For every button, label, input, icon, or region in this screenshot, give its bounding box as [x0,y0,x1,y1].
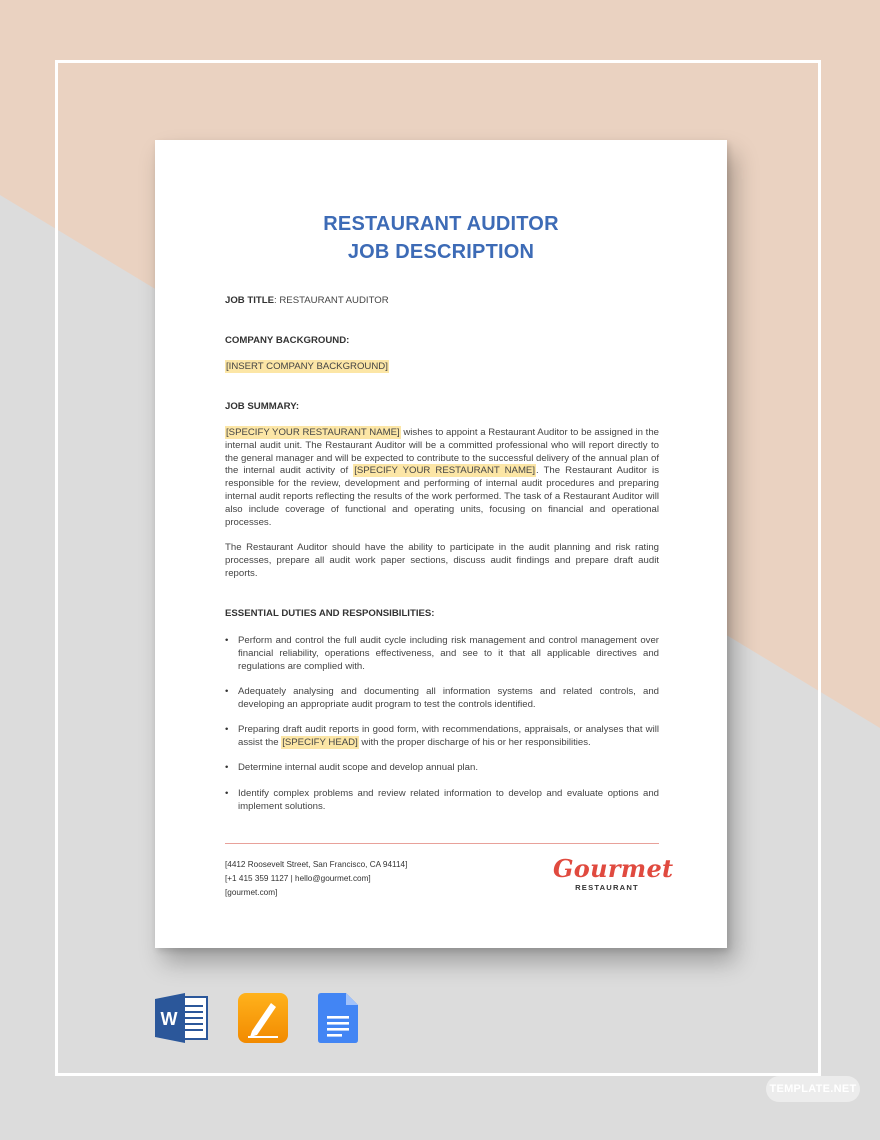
company-background-label: COMPANY BACKGROUND: [225,335,350,346]
job-summary-label: JOB SUMMARY: [225,401,300,412]
duties-heading [225,608,659,621]
footer-divider [225,843,659,844]
duty-item: • Adequately analysing and documenting all information systems and related controls, and developing an appropriate audit program to test the controls identified. [225,686,659,712]
pages-icon[interactable] [238,993,288,1048]
gourmet-logo [553,854,674,892]
duties-list [225,635,659,826]
footer-website: [gourmet.com] [225,888,278,897]
duty3-text-1: Preparing draft audit reports in good form, with recommendations, appraisals, or analyses that will assist the [238,724,659,748]
job-summary-body [225,427,659,580]
job-title-line [225,295,659,308]
restaurant-name-placeholder: [SPECIFY YOUR RESTAURANT NAME] [226,427,400,438]
document-page [155,140,727,948]
summary-paragraph-2: The Restaurant Auditor should have the ability to participate in the audit planning and risk rating processes, prepare all audit work paper sections, discuss audit findings and prepare draft audit reports. [225,541,659,579]
job-summary-heading [225,401,659,414]
summary-text-2: . The Restaurant Auditor is responsible for the review, development and performing of internal audit procedures and preparing internal audit reports reflecting the results of the work performed. The task of a Restaurant Auditor will also include coverage of functional and operating units, focusing on financial and operational processes. [225,465,659,528]
title-line-2: JOB DESCRIPTION [347,241,535,263]
logo-main-text: Gourmet [553,854,674,883]
footer-address: [4412 Roosevelt Street, San Francisco, CA 94114] [225,860,408,869]
template-net-watermark: TEMPLATE.NET [766,1076,860,1102]
company-background-field [225,361,659,374]
duty3-text-2: with the proper discharge of his or her responsibilities. [358,736,591,748]
document-title [155,210,727,266]
summary-text-1: wishes to appoint a Restaurant Auditor to be assigned in the internal audit unit. The Restaurant Auditor will be a committed professional who will report directly to the general manager and will be expected to contribute to the successful delivery of the annual plan of the internal audit activity of [225,427,659,477]
footer-phone-email: [+1 415 359 1127 | hello@gourmet.com] [225,874,371,883]
summary-paragraph-1 [225,427,659,529]
word-icon[interactable] [155,993,209,1048]
logo-sub-text: RESTAURANT [575,883,639,892]
duty-item: • Identify complex problems and review related information to develop and evaluate options and implement solutions. [225,788,659,814]
word-letter: W [160,1009,178,1029]
specify-head-placeholder: [SPECIFY HEAD] [282,736,358,748]
restaurant-name-placeholder-2: [SPECIFY YOUR RESTAURANT NAME] [354,465,536,477]
google-docs-icon[interactable] [318,993,358,1048]
company-background-heading [225,335,659,348]
job-title-value: : RESTAURANT AUDITOR [274,295,389,306]
job-title-label: JOB TITLE [225,295,275,306]
duty-item: • Perform and control the full audit cycle including risk management and control management over financial reliability, operations effectiveness, and see to it that all applicable directives and regulations are complied with. [225,635,659,673]
footer-contact [225,858,407,900]
duty-item: • Determine internal audit scope and develop annual plan. [225,762,659,775]
duties-label: ESSENTIAL DUTIES AND RESPONSIBILITIES: [225,608,435,619]
company-background-placeholder: [INSERT COMPANY BACKGROUND] [226,361,388,372]
duty-item [225,724,659,750]
title-line-1: RESTAURANT AUDITOR [323,213,559,235]
